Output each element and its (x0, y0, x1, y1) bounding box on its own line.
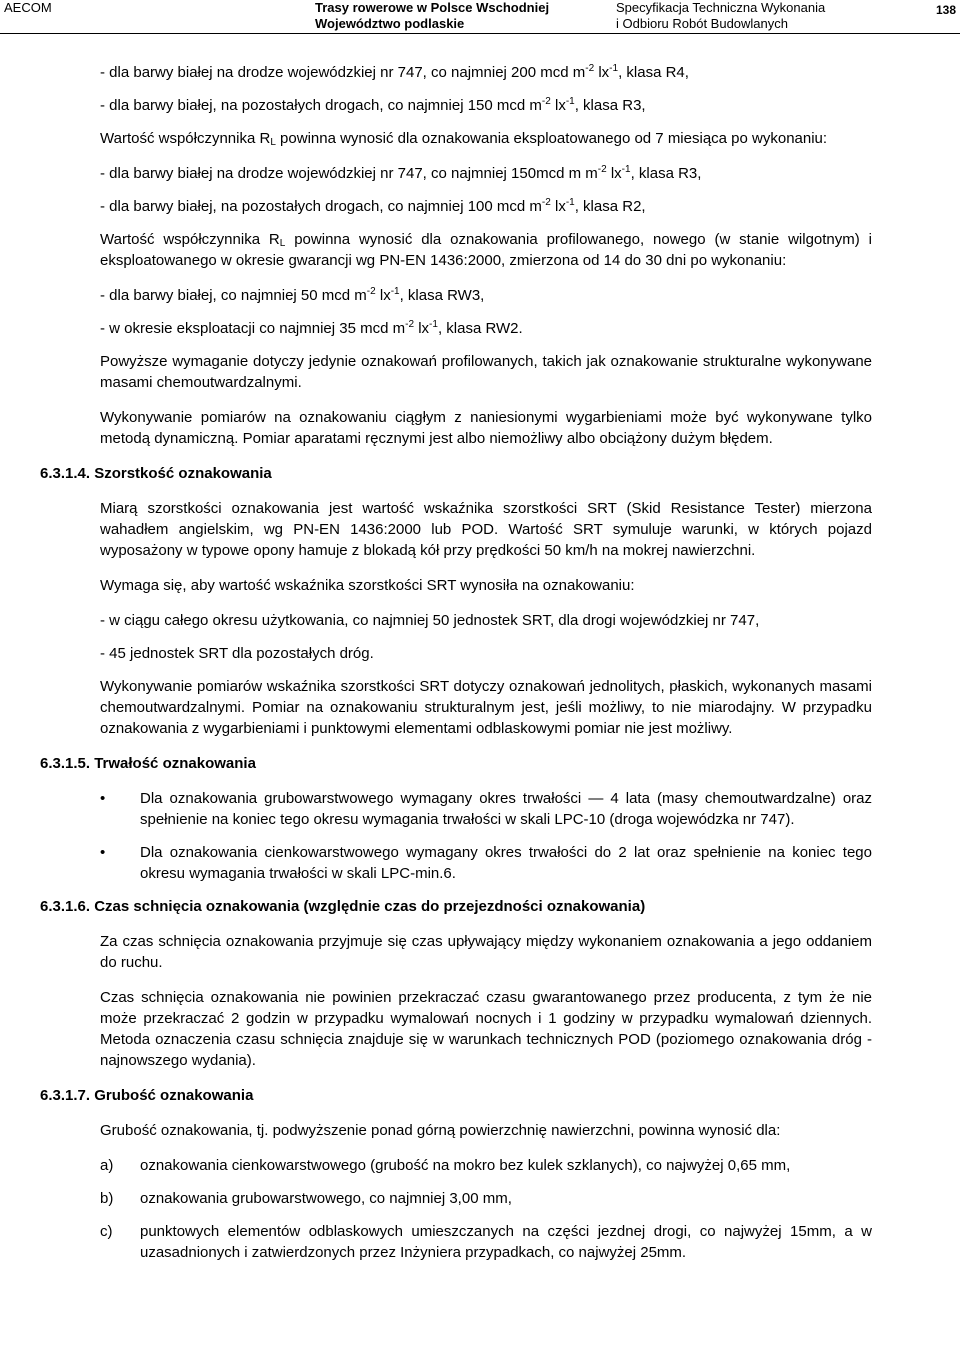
requirement-line: - dla barwy białej, na pozostałych drogach, co najmniej 100 mcd $m^{-2}$ $lx^{-1}$, klasa R2, (100, 197, 646, 215)
spec-line-2: i Odbioru Robót Budowlanych (616, 16, 788, 31)
spec-line-1: Specyfikacja Techniczna Wykonania (616, 0, 826, 15)
requirement-line: - w okresie eksploatacji co najmniej 35 mcd $m^{-2}$ $lx^{-1}$, klasa RW2. (100, 319, 523, 337)
list-item-text: punktowych elementów odblaskowych umieszczanych na części jezdnej drogi, co najwyżej 15mm, a w uzasadnionych i zatwierdzonych przez Inżyniera przypadkach, co najwyżej 25mm. (140, 1223, 872, 1261)
paragraph: Miarą szorstkości oznakowania jest wartość wskaźnika szorstkości SRT (Skid Resistance Tester) mierzona wahadłem angielskim, wg PN-EN 1436:2000 lub POD. Wartość SRT symuluje warunki, w których pojazd wyposażony w typowe opony hamuje z blokadą kół przy prędkości 50 km/h na mokrej nawierzchni. (100, 500, 872, 559)
bullet-icon: • (100, 790, 106, 807)
section-heading: 6.3.1.6. Czas schnięcia oznakowania (względnie czas do przejezdności oznakowania) (40, 898, 646, 915)
bullet-item (100, 788, 872, 830)
document-title (315, 0, 549, 32)
list-item-label: c) (100, 1223, 113, 1240)
company-name: AECOM (4, 0, 52, 15)
list-item (100, 1155, 872, 1176)
bullet-item (100, 842, 872, 884)
paragraph: Czas schnięcia oznakowania nie powinien przekraczać czasu gwarantowanego przez producenta, z tym że nie może przekraczać 2 godzin w przypadku wymalowań nocnych i 1 godziny w przypadku wymalowań dziennych. Metoda oznaczenia czasu schnięcia znajduje się w warunkach technicznych POD (poziomego oznakowania dróg - najnowszego wydania). (100, 989, 872, 1069)
paragraph: Wartość współczynnika $R_L$ powinna wynosić dla oznakowania eksploatowanego od 7 miesiąca po wykonaniu: (100, 130, 828, 148)
section-heading: 6.3.1.7. Grubość oznakowania (40, 1087, 254, 1104)
requirement-line: - 45 jednostek SRT dla pozostałych dróg. (100, 645, 374, 662)
page-number: 138 (936, 3, 957, 17)
specification-title (616, 0, 825, 32)
bullet-text: Dla oznakowania grubowarstwowego wymagany okres trwałości — 4 lata (masy chemoutwardzalne) oraz spełnienie na koniec tego okresu wymagania trwałości w skali LPC-10 (droga wojewódzka nr 747). (140, 790, 872, 828)
requirement-line: - dla barwy białej, na pozostałych drogach, co najmniej 150 mcd $m^{-2}$ $lx^{-1}$, klasa R3, (100, 96, 646, 114)
list-item-label: a) (100, 1157, 114, 1174)
bullet-text: Dla oznakowania cienkowarstwowego wymagany okres trwałości do 2 lat oraz spełnienie na koniec tego okresu wymagania trwałości w skali LPC-min.6. (140, 844, 872, 882)
paragraph: Powyższe wymaganie dotyczy jedynie oznakowań profilowanych, takich jak oznakowanie strukturalne wykonywane masami chemoutwardzalnymi. (100, 353, 872, 391)
requirement-line: - dla barwy białej na drodze wojewódzkiej nr 747, co najmniej 200 mcd $m^{-2}$ $lx^{-1}$, klasa R4, (100, 63, 689, 81)
paragraph: Wartość współczynnika $R_L$ powinna wynosić dla oznakowania profilowanego, nowego (w stanie wilgotnym) i eksploatowanego w okresie gwarancji wg PN-EN 1436:2000, zmierzona od 14 do 30 dni po wykonaniu: (100, 231, 872, 269)
title-line-1: Trasy rowerowe w Polsce Wschodniej (315, 0, 550, 15)
paragraph: Grubość oznakowania, tj. podwyższenie ponad górną powierzchnię nawierzchni, powinna wynosić dla: (100, 1122, 781, 1139)
paragraph: Wymaga się, aby wartość wskaźnika szorstkości SRT wynosiła na oznakowaniu: (100, 577, 635, 594)
page-header (0, 0, 960, 34)
list-item-text: oznakowania cienkowarstwowego (grubość na mokro bez kulek szklanych), co najwyżej 0,65 mm, (140, 1157, 791, 1174)
list-item-label: b) (100, 1190, 114, 1207)
list-item (100, 1221, 872, 1263)
requirement-line: - w ciągu całego okresu użytkowania, co najmniej 50 jednostek SRT, dla drogi wojewódzkiej nr 747, (100, 612, 760, 629)
list-item-text: oznakowania grubowarstwowego, co najmniej 3,00 mm, (140, 1190, 512, 1207)
title-line-2: Województwo podlaskie (315, 16, 465, 31)
section-heading: 6.3.1.4. Szorstkość oznakowania (40, 465, 272, 482)
list-item (100, 1188, 872, 1209)
bullet-icon: • (100, 844, 106, 861)
document-body (40, 62, 872, 1275)
section-heading: 6.3.1.5. Trwałość oznakowania (40, 755, 256, 772)
paragraph: Wykonywanie pomiarów na oznakowaniu ciągłym z naniesionymi wygarbieniami może być wykonywane tylko metodą dynamiczną. Pomiar aparatami ręcznymi jest albo niemożliwy albo obciążony dużym błędem. (100, 409, 872, 447)
requirement-line: - dla barwy białej, co najmniej 50 mcd $m^{-2}$ $lx^{-1}$, klasa RW3, (100, 286, 485, 304)
paragraph: Za czas schnięcia oznakowania przyjmuje się czas upływający między wykonaniem oznakowania a jego oddaniem do ruchu. (100, 933, 872, 971)
paragraph: Wykonywanie pomiarów wskaźnika szorstkości SRT dotyczy oznakowań jednolitych, płaskich, wykonanych masami chemoutwardzalnymi. Pomiar na oznakowaniu strukturalnym jest, jeśli możliwy, to nie miarodajny. W przypadku oznakowania z wygarbieniami i punktowymi elementami odblaskowymi pomiar nie jest możliwy. (100, 678, 872, 737)
requirement-line: - dla barwy białej na drodze wojewódzkiej nr 747, co najmniej 150mcd m $m^{-2}$ $lx^{-1}$, klasa R3, (100, 164, 702, 182)
